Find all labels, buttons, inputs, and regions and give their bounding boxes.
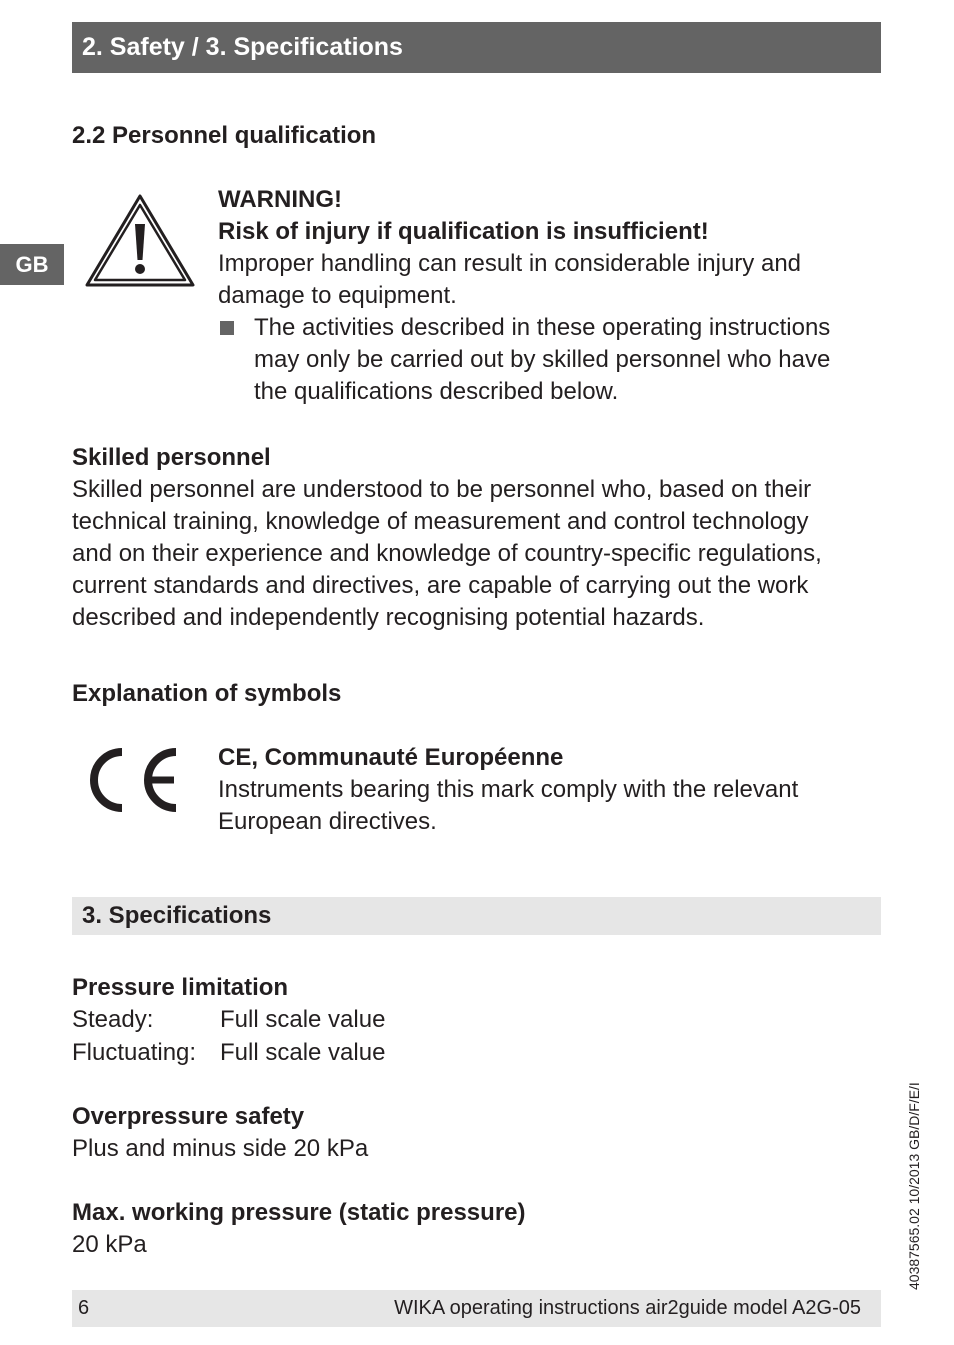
pressure-limitation-heading: Pressure limitation	[72, 974, 289, 1001]
pressure-key: Steady:	[72, 1006, 154, 1033]
warning-bullet	[218, 312, 878, 408]
skilled-personnel-heading: Skilled personnel	[72, 444, 271, 471]
max-working-pressure-section	[72, 1197, 526, 1261]
ce-title: CE, Communauté Européenne	[218, 744, 564, 771]
warning-block	[218, 184, 878, 408]
pressure-value: Full scale value	[220, 1006, 386, 1033]
specifications-section-bar	[72, 897, 881, 935]
warning-text-line: damage to equipment.	[218, 282, 457, 309]
bullet-square-icon	[220, 321, 234, 335]
footer-title: WIKA operating instructions air2guide model A2G-05	[394, 1297, 861, 1319]
language-tab: GB	[0, 244, 64, 285]
page-number: 6	[78, 1297, 90, 1319]
warning-title: WARNING!	[218, 186, 342, 213]
document-code: 40387565.02 10/2013 GB/D/F/E/I	[906, 1082, 922, 1290]
max-working-pressure-heading: Max. working pressure (static pressure)	[72, 1199, 526, 1226]
pressure-row-fluctuating	[72, 1037, 385, 1069]
bullet-text-line: the qualifications described below.	[254, 378, 619, 405]
skilled-personnel-line: and on their experience and knowledge of country-specific regulations,	[72, 540, 822, 567]
warning-text-line: Improper handling can result in considerable injury and	[218, 250, 802, 277]
specifications-heading: 3. Specifications	[82, 902, 272, 929]
ce-mark-icon	[86, 746, 182, 814]
page-header-title: 2. Safety / 3. Specifications	[82, 33, 403, 61]
skilled-personnel-line: described and independently recognising potential hazards.	[72, 604, 705, 631]
warning-subtitle: Risk of injury if qualification is insufficient!	[218, 218, 709, 245]
overpressure-section	[72, 1101, 368, 1165]
ce-text-line: Instruments bearing this mark comply with the relevant	[218, 776, 799, 803]
overpressure-heading: Overpressure safety	[72, 1103, 305, 1130]
page-header	[72, 22, 881, 73]
max-working-pressure-value: 20 kPa	[72, 1231, 147, 1258]
page-footer	[72, 1290, 881, 1327]
skilled-personnel-section	[72, 442, 872, 634]
ce-text-line: European directives.	[218, 808, 437, 835]
skilled-personnel-line: current standards and directives, are capable of carrying out the work	[72, 572, 809, 599]
skilled-personnel-line: Skilled personnel are understood to be personnel who, based on their	[72, 476, 812, 503]
pressure-key: Fluctuating:	[72, 1039, 197, 1066]
warning-triangle-icon	[84, 192, 196, 288]
symbols-heading: Explanation of symbols	[72, 680, 342, 707]
bullet-text-line: The activities described in these operating instructions	[254, 314, 831, 341]
pressure-value: Full scale value	[220, 1039, 386, 1066]
overpressure-value: Plus and minus side 20 kPa	[72, 1135, 369, 1162]
personnel-qualification-heading: 2.2 Personnel qualification	[72, 122, 377, 149]
pressure-row-steady	[72, 1004, 385, 1036]
bullet-text-line: may only be carried out by skilled personnel who have	[254, 346, 831, 373]
ce-description	[218, 742, 878, 838]
skilled-personnel-line: technical training, knowledge of measurement and control technology	[72, 508, 809, 535]
